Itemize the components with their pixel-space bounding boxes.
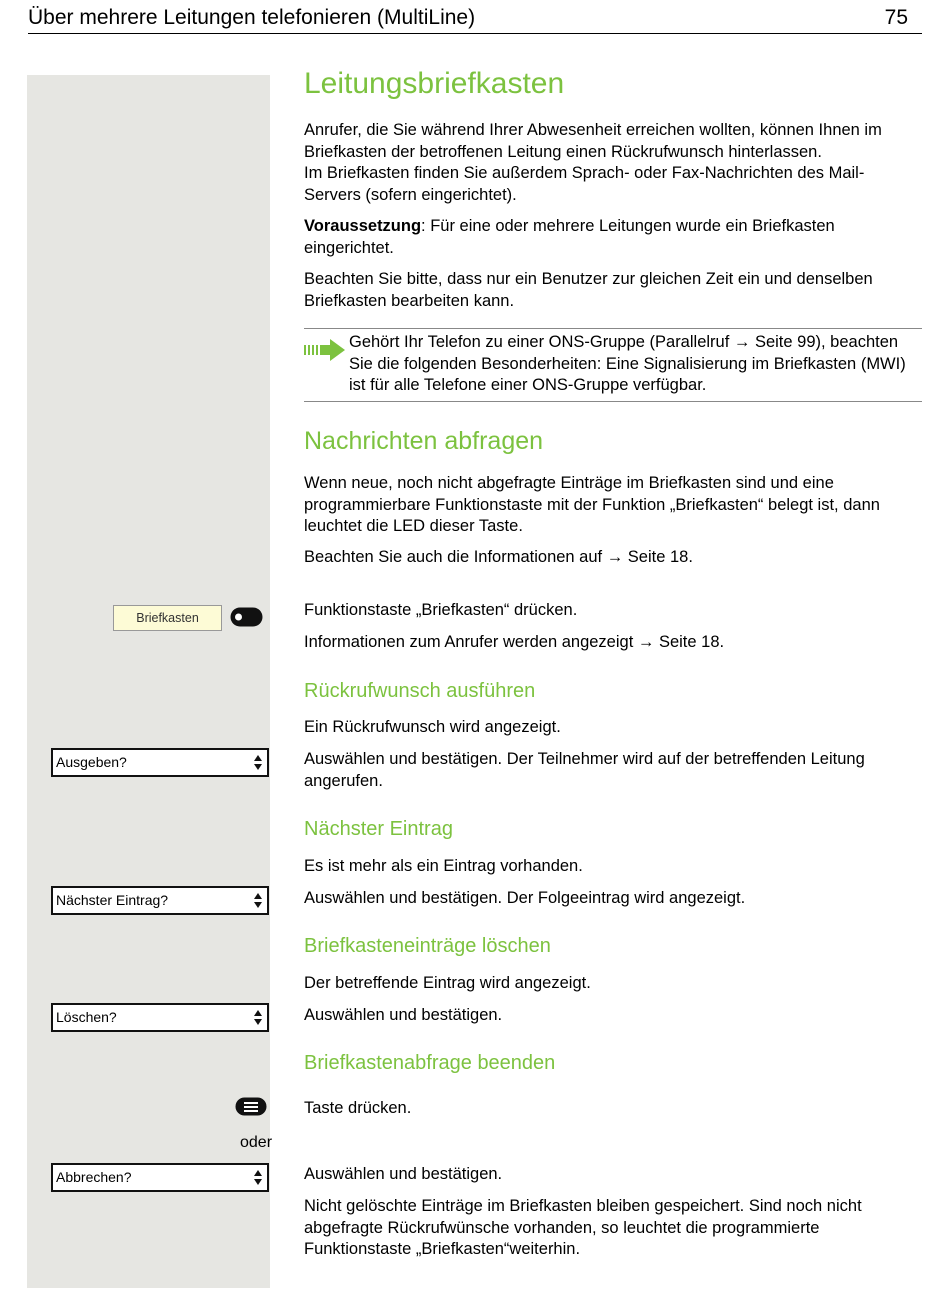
function-key-briefkasten[interactable]: Briefkasten bbox=[113, 605, 222, 631]
sidebar-panel bbox=[27, 75, 273, 1288]
or-label: oder bbox=[240, 1134, 273, 1151]
up-down-arrows-icon bbox=[253, 1009, 263, 1026]
menu-item-label: Nächster Eintrag? bbox=[56, 892, 169, 908]
query-paragraph-1: Wenn neue, noch nicht abgefragte Einträge im Briefkasten sind und eine programmierbare Funktionstaste mit der Funktion „Briefkasten“ belegt ist, dann leuchtet die LED dieser Taste. bbox=[304, 474, 880, 535]
section-title-query: Nachrichten abfragen bbox=[304, 427, 544, 455]
next-paragraph-1: Es ist mehr als ein Eintrag vorhanden. bbox=[304, 857, 583, 875]
page-header-title: Über mehrere Leitungen telefonieren (MultiLine) bbox=[28, 6, 476, 29]
query-paragraph-2: Beachten Sie auch die Informationen auf → Seite 18. bbox=[304, 548, 693, 566]
end-paragraph-2: Auswählen und bestätigen. bbox=[304, 1165, 503, 1183]
prerequisite-text: : Für eine oder mehrere Leitungen wurde ein Briefkasten eingerichtet. bbox=[304, 217, 835, 257]
delete-paragraph-2: Auswählen und bestätigen. bbox=[304, 1006, 503, 1024]
note-box-text: Gehört Ihr Telefon zu einer ONS-Gruppe (Parallelruf → Seite 99), beachten Sie die folgenden Besonderheiten: Eine Signalisierung im Briefkasten (MWI) ist für alle Telefone einer ONS-Gruppe verfügbar. bbox=[349, 333, 906, 394]
subsection-title-next: Nächster Eintrag bbox=[304, 818, 453, 840]
callback-paragraph-2: Auswählen und bestätigen. Der Teilnehmer wird auf der betreffenden Leitung angerufen. bbox=[304, 750, 865, 790]
subsection-title-end: Briefkastenabfrage beenden bbox=[304, 1052, 556, 1074]
step-caller-info: Informationen zum Anrufer werden angezeigt → Seite 18. bbox=[304, 633, 725, 651]
arrow-note-icon bbox=[304, 339, 346, 361]
prerequisite-label: Voraussetzung bbox=[304, 217, 422, 235]
led-key-icon[interactable] bbox=[230, 607, 263, 627]
menu-key-icon[interactable] bbox=[235, 1097, 267, 1116]
up-down-arrows-icon bbox=[253, 1169, 263, 1186]
up-down-arrows-icon bbox=[253, 754, 263, 771]
menu-item-label: Löschen? bbox=[56, 1009, 117, 1025]
menu-item-label: Abbrechen? bbox=[56, 1169, 132, 1185]
subsection-title-delete: Briefkasteneinträge löschen bbox=[304, 935, 551, 957]
next-paragraph-2: Auswählen und bestätigen. Der Folgeeintrag wird angezeigt. bbox=[304, 889, 746, 907]
up-down-arrows-icon bbox=[253, 892, 263, 909]
end-paragraph-3: Nicht gelöschte Einträge im Briefkasten bleiben gespeichert. Sind noch nicht abgefragte Rückrufwünsche vorhanden, so leuchtet die programmierte Funktionstaste „Briefkasten“weiterhin. bbox=[304, 1197, 862, 1258]
prerequisite-paragraph bbox=[304, 216, 921, 259]
note-box bbox=[304, 328, 922, 402]
callback-paragraph-1: Ein Rückrufwunsch wird angezeigt. bbox=[304, 718, 561, 736]
page-title: Leitungsbriefkasten bbox=[304, 67, 565, 100]
page-number: 75 bbox=[884, 6, 908, 29]
delete-paragraph-1: Der betreffende Eintrag wird angezeigt. bbox=[304, 974, 591, 992]
menu-item-abbrechen[interactable] bbox=[51, 1163, 269, 1192]
intro-paragraph-1: Anrufer, die Sie während Ihrer Abwesenheit erreichen wollten, können Ihnen im Briefkasten der betroffenen Leitung einen Rückrufwunsch hinterlassen. bbox=[304, 121, 882, 161]
edit-note-paragraph: Beachten Sie bitte, dass nur ein Benutzer zur gleichen Zeit ein und denselben Briefkasten bearbeiten kann. bbox=[304, 270, 873, 310]
menu-item-label: Ausgeben? bbox=[56, 754, 127, 770]
header-divider bbox=[28, 33, 922, 34]
subsection-title-callback: Rückrufwunsch ausführen bbox=[304, 680, 536, 702]
menu-item-naechster-eintrag[interactable] bbox=[51, 886, 269, 915]
intro-paragraph-2: Im Briefkasten finden Sie außerdem Sprach- oder Fax-Nachrichten des Mail-Servers (sofern eingerichtet). bbox=[304, 164, 865, 204]
end-paragraph-1: Taste drücken. bbox=[304, 1099, 412, 1117]
menu-item-loeschen[interactable] bbox=[51, 1003, 269, 1032]
menu-item-ausgeben[interactable] bbox=[51, 748, 269, 777]
step-press-function-key: Funktionstaste „Briefkasten“ drücken. bbox=[304, 601, 578, 619]
